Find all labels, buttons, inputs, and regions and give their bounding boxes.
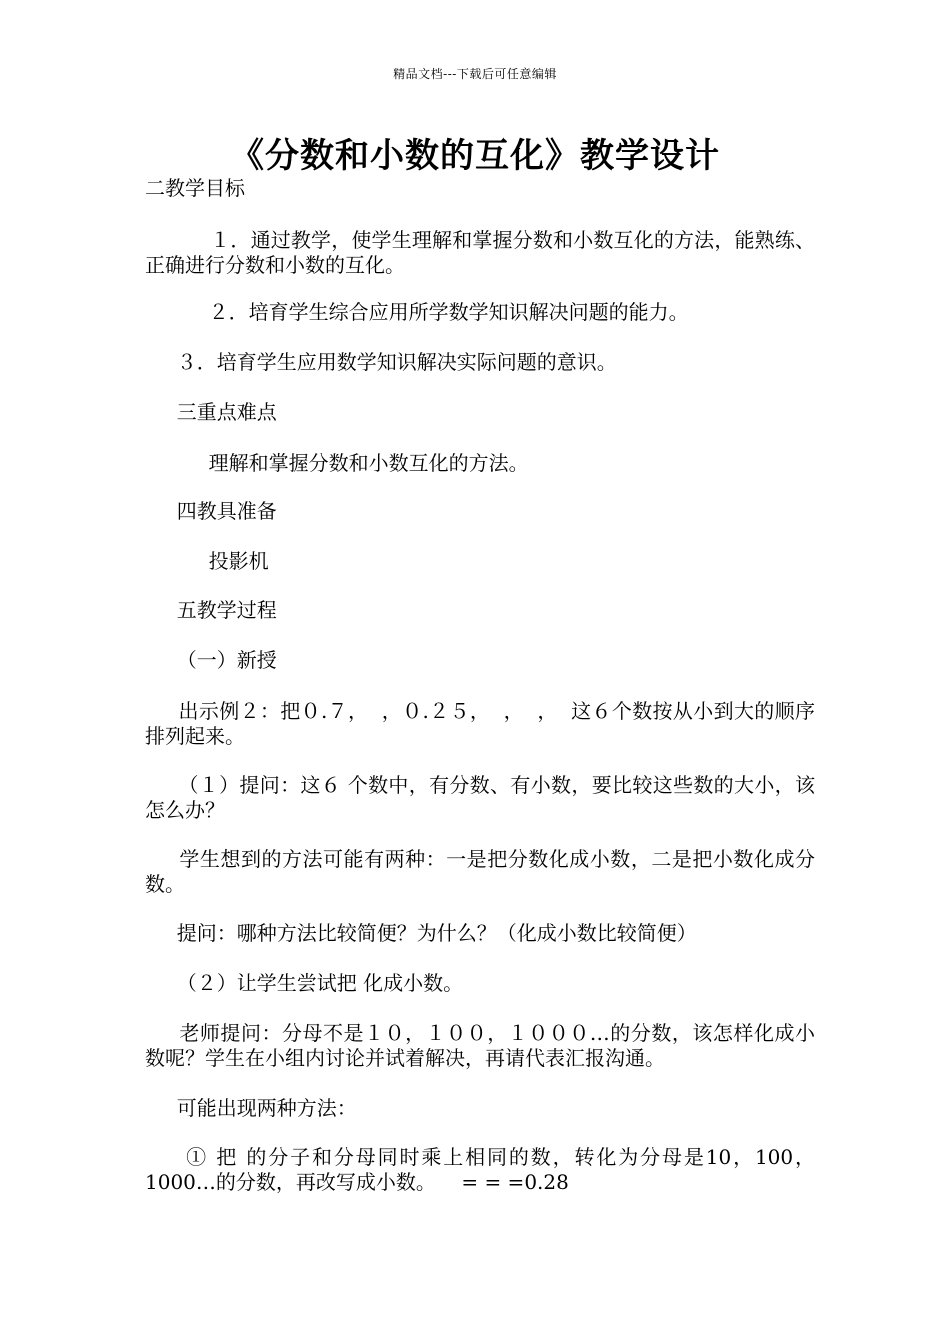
- paragraph-question-simpler: 提问：哪种方法比较简便？为什么？（化成小数比较简便）: [145, 921, 697, 945]
- section-heading-process: 五教学过程: [145, 598, 277, 622]
- goal-item-2: ２．培育学生综合应用所学数学知识解决问题的能力。: [145, 300, 689, 324]
- section-heading-tools: 四教具准备: [145, 499, 277, 523]
- document-title: 《分数和小数的互化》教学设计: [230, 136, 720, 176]
- paragraph-example: 出示例２：把０.７， ，０.２５， ， ， 这６个数按从小到大的顺序排列起来。: [145, 699, 815, 748]
- section-heading-goals: 二教学目标: [145, 176, 245, 200]
- paragraph-teacher-question: 老师提问：分母不是１０，１００，１０００…的分数，该怎样化成小数呢？学生在小组内讨论并试着解决，再请代表汇报沟通。: [145, 1021, 815, 1070]
- tools-text: 投影机: [145, 549, 269, 573]
- paragraph-try-convert: （２）让学生尝试把 化成小数。: [145, 971, 464, 995]
- paragraph-question-1: （１）提问：这６ 个数中，有分数、有小数，要比较这些数的大小，该怎么办？: [145, 773, 815, 822]
- key-points-text: 理解和掌握分数和小数互化的方法。: [145, 451, 529, 475]
- goal-item-3: ３．培育学生应用数学知识解决实际问题的意识。: [145, 350, 617, 374]
- paragraph-two-methods: 可能出现两种方法：: [145, 1096, 357, 1120]
- goal-item-1: １．通过教学，使学生理解和掌握分数和小数互化的方法，能熟练、正确进行分数和小数的互化。: [145, 228, 816, 277]
- paragraph-student-methods: 学生想到的方法可能有两种：一是把分数化成小数，二是把小数化成分数。: [145, 847, 815, 896]
- paragraph-method-1: ① 把 的分子和分母同时乘上相同的数，转化为分母是10，100，1000…的分数，再改写成小数。 = = =0.28: [145, 1145, 815, 1194]
- section-heading-key-points: 三重点难点: [145, 400, 277, 424]
- subsection-new-lesson: （一）新授: [145, 648, 277, 672]
- page-header: 精品文档---下载后可任意编辑: [393, 67, 557, 81]
